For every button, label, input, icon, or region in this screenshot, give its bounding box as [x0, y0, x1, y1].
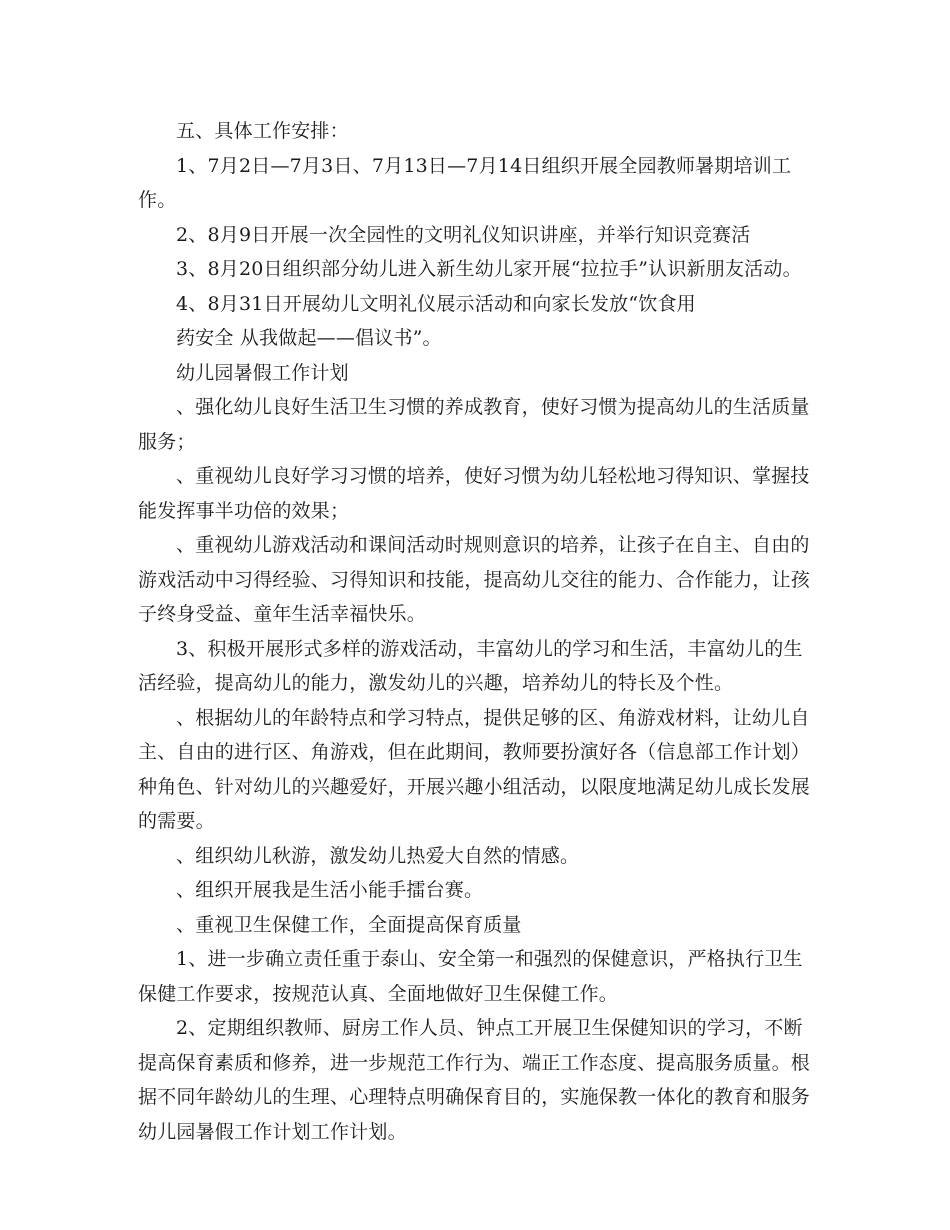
paragraph: 3、积极开展形式多样的游戏活动，丰富幼儿的学习和生活，丰富幼儿的生活经验，提高幼儿的能力，激发幼儿的兴趣，培养幼儿的特长及个性。	[138, 637, 803, 694]
paragraph: 1、7月2日—7月3日、7月13日—7月14日组织开展全园教师暑期培训工作。	[138, 154, 792, 211]
paragraph: 药安全 从我做起——倡议书”。	[176, 327, 442, 349]
paragraph: 、重视幼儿游戏活动和课间活动时规则意识的培养，让孩子在自主、自由的游戏活动中习得经验、习得知识和技能，提高幼儿交往的能力、合作能力，让孩子终身受益、童年生活幸福快乐。	[138, 534, 811, 625]
paragraph: 、组织幼儿秋游，激发幼儿热爱大自然的情感。	[176, 844, 580, 867]
paragraph: 1、进一步确立责任重于泰山、安全第一和强烈的保健意识，严格执行卫生保健工作要求，按规范认真、全面地做好卫生保健工作。	[138, 948, 803, 1005]
document-body	[138, 114, 818, 1149]
paragraph: 、根据幼儿的年龄特点和学习特点，提供足够的区、角游戏材料，让幼儿自主、自由的进行区、角游戏，但在此期间，教师要扮演好各（信息部工作计划）种角色、针对幼儿的兴趣爱好，开展兴趣小组活动，以限度地满足幼儿成长发展的需要。	[138, 706, 811, 832]
paragraph: 、重视卫生保健工作，全面提高保育质量	[176, 913, 522, 936]
paragraph: 4、8月31日开展幼儿文明礼仪展示活动和向家长发放“饮食用	[176, 292, 696, 315]
paragraph: 2、8月9日开展一次全园性的文明礼仪知识讲座，并举行知识竞赛活	[176, 223, 751, 246]
section-heading: 五、具体工作安排：	[176, 120, 349, 142]
paragraph: 、强化幼儿良好生活卫生习惯的养成教育，使好习惯为提高幼儿的生活质量服务；	[138, 396, 810, 453]
section-title: 幼儿园暑假工作计划	[176, 361, 349, 384]
paragraph: 、重视幼儿良好学习习惯的培养，使好习惯为幼儿轻松地习得知识、掌握技能发挥事半功倍的效果；	[138, 465, 810, 522]
paragraph: 、组织开展我是生活小能手擂台赛。	[176, 879, 484, 901]
paragraph: 2、定期组织教师、厨房工作人员、钟点工开展卫生保健知识的学习，不断提高保育素质和修养，进一步规范工作行为、端正工作态度、提高服务质量。根据不同年龄幼儿的生理、心理特点明确保育目的，实施保教一体化的教育和服务幼儿园暑假工作计划工作计划。	[138, 1017, 811, 1143]
paragraph: 3、8月20日组织部分幼儿进入新生幼儿家开展“拉拉手”认识新朋友活动。	[176, 258, 802, 280]
